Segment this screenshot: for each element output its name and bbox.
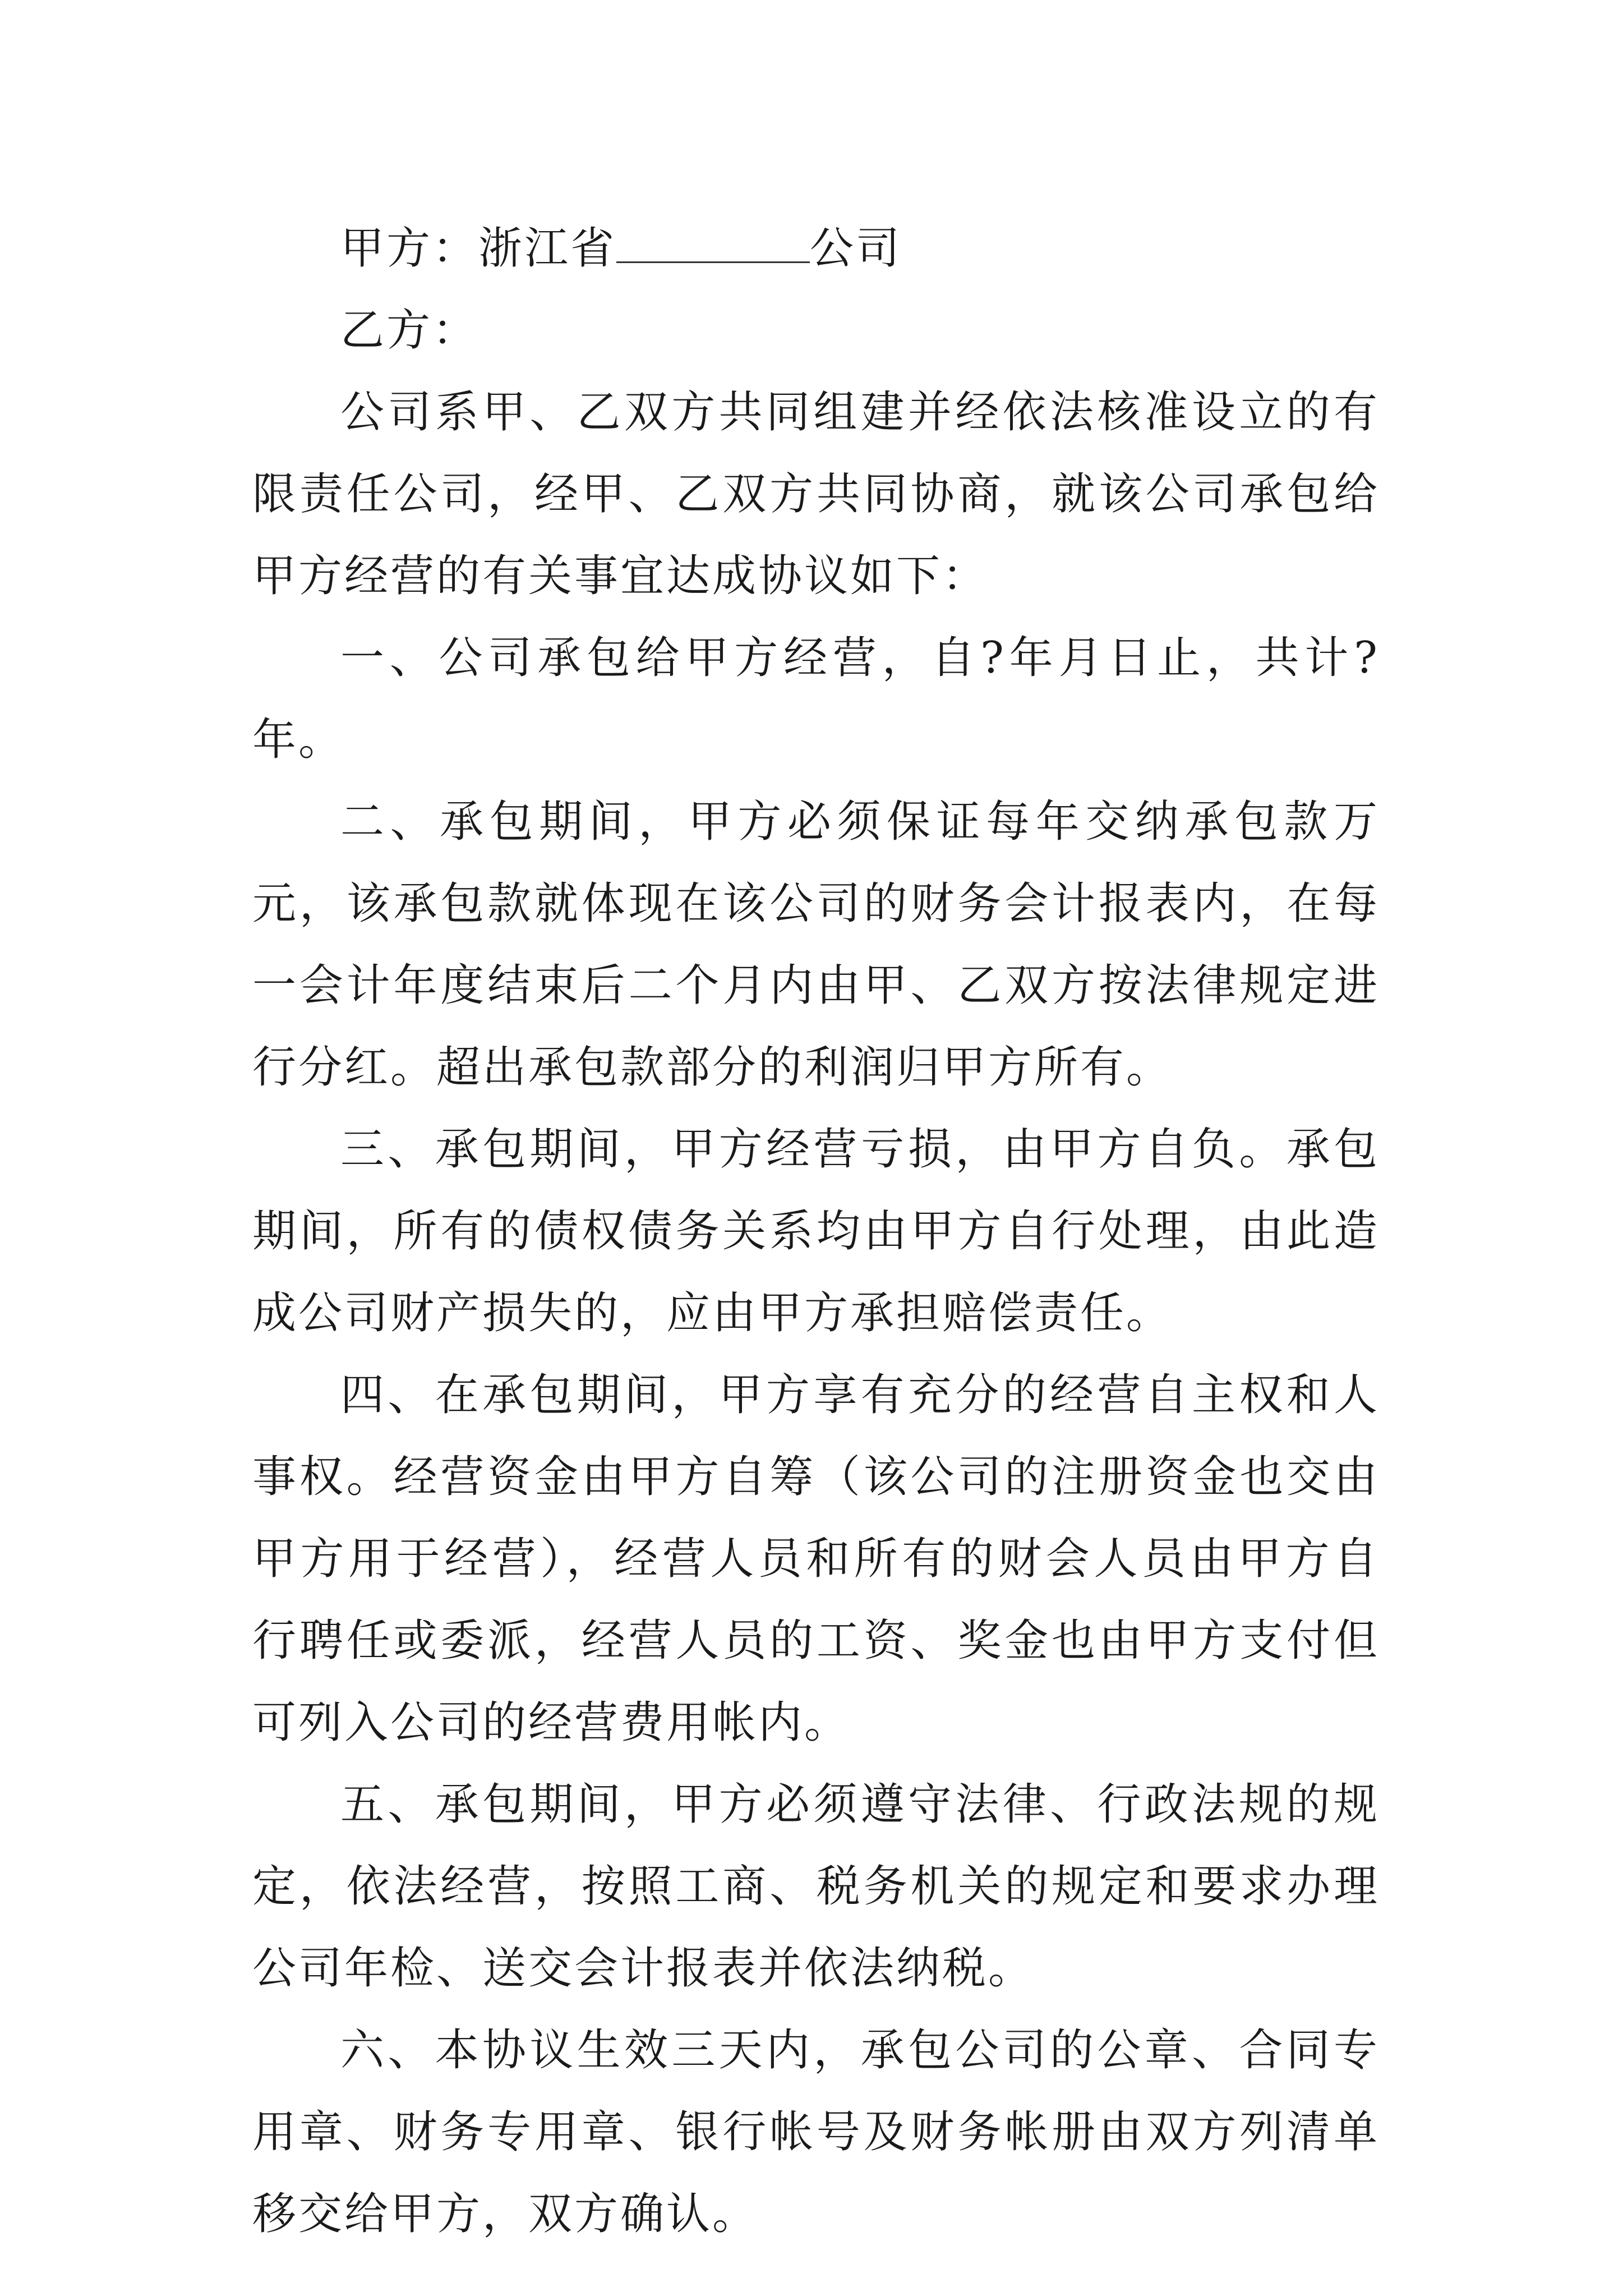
document-body bbox=[252, 208, 1380, 2255]
clause-4-paragraph: 四、在承包期间，甲方享有充分的经营自主权和人事权。经营资金由甲方自筹（该公司的注册资金也交由甲方用于经营），经营人员和所有的财会人员由甲方自行聘任或委派，经营人员的工资、奖金也由甲方支付但可列入公司的经营费用帐内。 bbox=[252, 1370, 1380, 1748]
clause-3-paragraph: 三、承包期间，甲方经营亏损，由甲方自负。承包期间，所有的债权债务关系均由甲方自行处理，由此造成公司财产损失的，应由甲方承担赔偿责任。 bbox=[252, 1124, 1380, 1338]
party-a-suffix: 公司 bbox=[810, 223, 902, 274]
clause-5-paragraph: 五、承包期间，甲方必须遵守法律、行政法规的规定，依法经营，按照工商、税务机关的规定和要求办理公司年检、送交会计报表并依法纳税。 bbox=[252, 1779, 1380, 1994]
party-a-blank bbox=[616, 222, 810, 263]
preamble-paragraph: 公司系甲、乙双方共同组建并经依法核准设立的有限责任公司，经甲、乙双方共同协商，就该公司承包给甲方经营的有关事宜达成协议如下： bbox=[252, 387, 1380, 601]
party-a-prefix: 甲方：浙江省 bbox=[340, 223, 617, 274]
clause-2-paragraph: 二、承包期间，甲方必须保证每年交纳承包款万元，该承包款就体现在该公司的财务会计报表内，在每一会计年度结束后二个月内由甲、乙双方按法律规定进行分红。超出承包款部分的利润归甲方所有。 bbox=[252, 797, 1380, 1093]
party-a-line bbox=[252, 208, 1380, 289]
party-b-line: 乙方： bbox=[340, 305, 479, 356]
clause-6-paragraph: 六、本协议生效三天内，承包公司的公章、合同专用章、财务专用章、银行帐号及财务帐册由双方列清单移交给甲方，双方确认。 bbox=[252, 2025, 1380, 2239]
clause-1-paragraph: 一、公司承包给甲方经营，自?年月日止，共计?年。 bbox=[252, 633, 1380, 765]
